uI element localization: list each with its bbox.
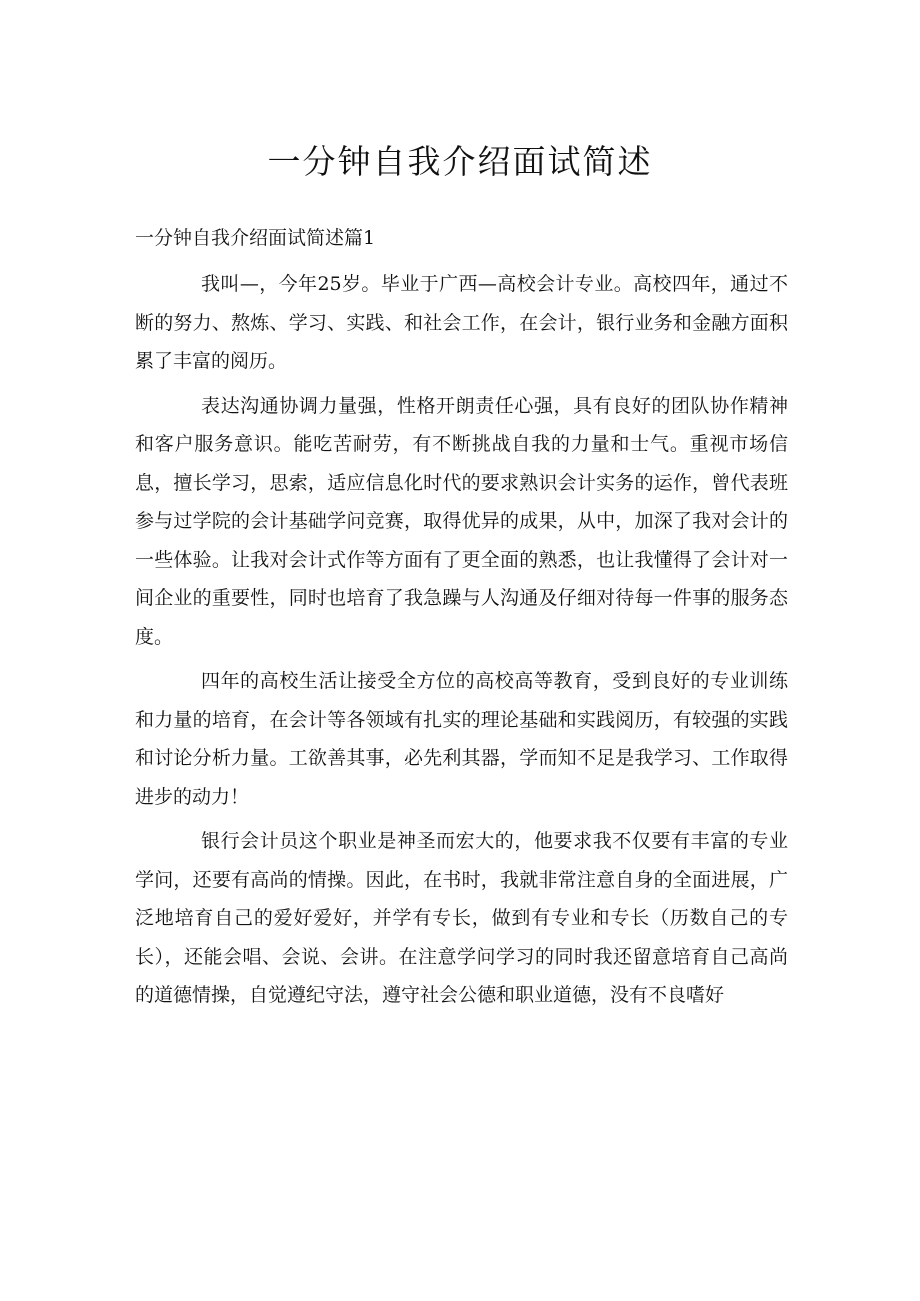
paragraph-1: 我叫—，今年25岁。毕业于广西—高校会计专业。高校四年，通过不断的努力、熬炼、学习、实践、和社会工作，在会计，银行业务和金融方面积累了丰富的阅历。 [135,273,788,372]
document-title: 一分钟自我介绍面试简述 [267,142,653,181]
paragraph-3: 四年的高校生活让接受全方位的高校高等教育，受到良好的专业训练和力量的培育，在会计等各领域有扎实的理论基础和实践阅历，有较强的实践和讨论分析力量。工欲善其事，必先利其器，学而知不足是我学习、工作取得进步的动力！ [135,670,788,808]
section-heading: 一分钟自我介绍面试简述篇1 [135,227,376,249]
paragraph-2: 表达沟通协调力量强，性格开朗责任心强，具有良好的团队协作精神和客户服务意识。能吃苦耐劳，有不断挑战自我的力量和士气。重视市场信息，擅长学习，思索，适应信息化时代的要求熟识会计实务的运作，曾代表班参与过学院的会计基础学问竞赛，取得优异的成果，从中，加深了我对会计的一些体验。让我对会计式作等方面有了更全面的熟悉，也让我懂得了会计对一间企业的重要性，同时也培育了我急躁与人沟通及仔细对待每一件事的服务态度。 [135,394,788,648]
paragraph-4: 银行会计员这个职业是神圣而宏大的，他要求我不仅要有丰富的专业学问，还要有高尚的情操。因此，在书时，我就非常注意自身的全面进展，广泛地培育自己的爱好爱好，并学有专长，做到有专业和专长（历数自己的专长），还能会唱、会说、会讲。在注意学问学习的同时我还留意培育自己高尚的道德情操，自觉遵纪守法，遵守社会公德和职业道德，没有不良嗜好 [135,830,788,1006]
document-body [135,265,788,1021]
